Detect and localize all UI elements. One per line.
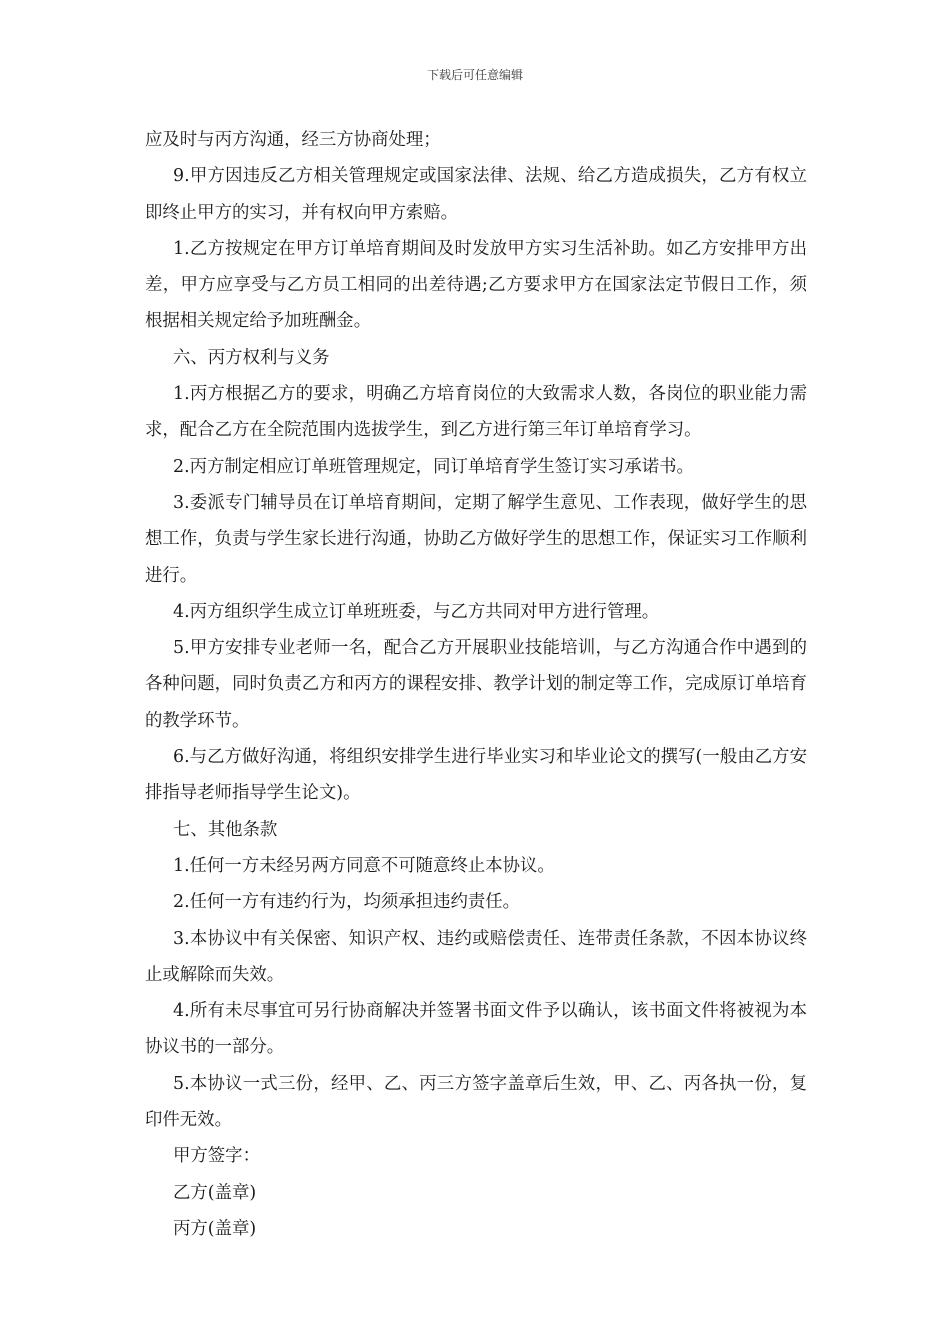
- paragraph: 1.丙方根据乙方的要求，明确乙方培育岗位的大致需求人数，各岗位的职业能力需求，配合乙方在全院范围内选拔学生，到乙方进行第三年订单培育学习。: [145, 384, 807, 441]
- page-header: 下载后可任意编辑: [426, 68, 523, 82]
- paragraph: 3.委派专门辅导员在订单培育期间，定期了解学生意见、工作表现，做好学生的思想工作，负责与学生家长进行沟通，协助乙方做好学生的思想工作，保证实习工作顺利进行。: [145, 492, 807, 586]
- paragraph: 2.丙方制定相应订单班管理规定，同订单培育学生签订实习承诺书。: [173, 456, 694, 477]
- document-body: [145, 122, 807, 1247]
- section-heading: 六、丙方权利与义务: [173, 347, 330, 368]
- paragraph: 5.本协议一式三份，经甲、乙、丙三方签字盖章后生效，甲、乙、丙各执一份，复印件无效。: [145, 1073, 807, 1131]
- paragraph: 1.乙方按规定在甲方订单培育期间及时发放甲方实习生活补助。如乙方安排甲方出差，甲方应享受与乙方员工相同的出差待遇;乙方要求甲方在国家法定节假日工作，须根据相关规定给予加班酬金。: [145, 238, 807, 332]
- paragraph: 5.甲方安排专业老师一名，配合乙方开展职业技能培训，与乙方沟通合作中遇到的各种问题，同时负责乙方和丙方的课程安排、教学计划的制定等工作，完成原订单培育的教学环节。: [145, 638, 807, 731]
- section-heading: 七、其他条款: [173, 819, 278, 840]
- paragraph: 6.与乙方做好沟通，将组织安排学生进行毕业实习和毕业论文的撰写(一般由乙方安排指导老师指导学生论文)。: [145, 747, 807, 804]
- paragraph: 1.任何一方未经另两方同意不可随意终止本协议。: [173, 855, 555, 876]
- paragraph: 9.甲方因违反乙方相关管理规定或国家法律、法规、给乙方造成损失，乙方有权立即终止甲方的实习，并有权向甲方索赔。: [145, 166, 807, 223]
- paragraph: 4.所有未尽事宜可另行协商解决并签署书面文件予以确认，该书面文件将被视为本协议书的一部分。: [145, 1001, 807, 1058]
- signature-line-party-c: 丙方(盖章): [173, 1218, 257, 1239]
- signature-line-party-a: 甲方签字：: [173, 1146, 260, 1167]
- paragraph: 4.丙方组织学生成立订单班班委，与乙方共同对甲方进行管理。: [173, 601, 660, 622]
- paragraph: 2.任何一方有违约行为，均须承担违约责任。: [173, 892, 521, 913]
- paragraph: 3.本协议中有关保密、知识产权、违约或赔偿责任、连带责任条款，不因本协议终止或解除而失效。: [145, 928, 807, 985]
- paragraph: 应及时与丙方沟通，经三方协商处理；: [145, 130, 441, 150]
- signature-line-party-b: 乙方(盖章): [173, 1182, 257, 1203]
